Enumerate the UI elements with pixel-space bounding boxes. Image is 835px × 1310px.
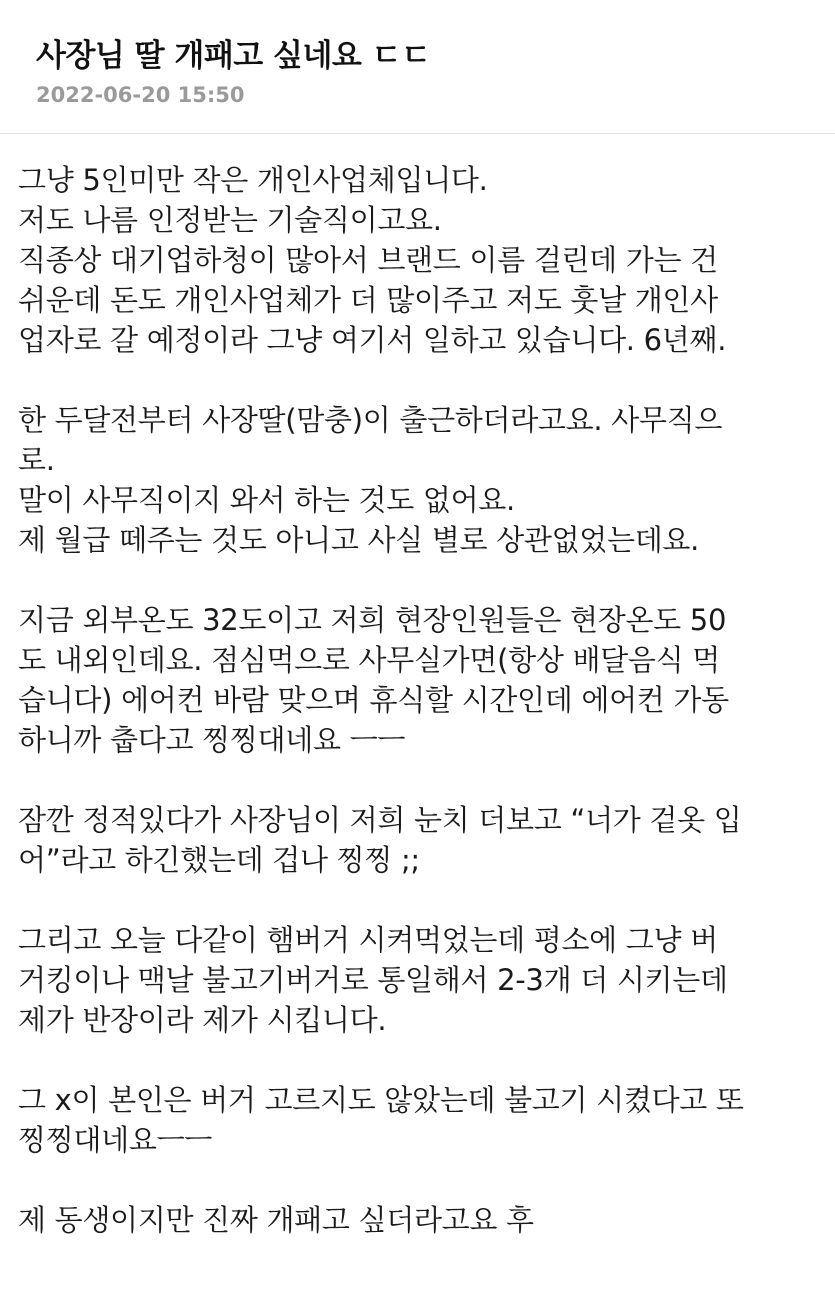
body-line-blank — [18, 760, 828, 800]
post-header — [0, 0, 835, 134]
body-line: 잠깐 정적있다가 사장님이 저희 눈치 더보고 “너가 겉옷 입 — [18, 803, 742, 837]
body-line: 그리고 오늘 다같이 햄버거 시켜먹었는데 평소에 그냥 버 — [18, 923, 718, 957]
body-line: 습니다) 에어컨 바람 맞으며 휴식할 시간인데 에어컨 가동 — [18, 683, 729, 717]
body-line: 그냥 5인미만 작은 개인사업체입니다. — [18, 163, 488, 197]
post-date: 2022-06-20 15:50 — [36, 83, 245, 107]
body-line: 직종상 대기업하청이 많아서 브랜드 이름 걸린데 가는 건 — [18, 243, 718, 277]
body-line: 어”라고 하긴했는데 겁나 찡찡 ;; — [18, 843, 420, 877]
body-line: 제 월급 떼주는 것도 아니고 사실 별로 상관없었는데요. — [18, 523, 700, 557]
body-line: 거킹이나 맥날 불고기버거로 통일해서 2-3개 더 시키는데 — [18, 963, 728, 997]
body-line: 그 x이 본인은 버거 고르지도 않았는데 불고기 시켰다고 또 — [18, 1083, 744, 1117]
body-line: 말이 사무직이지 와서 하는 것도 없어요. — [18, 483, 515, 517]
post-body — [18, 160, 828, 1240]
body-line: 저도 나름 인정받는 기술직이고요. — [18, 203, 442, 237]
body-line: 도 내외인데요. 점심먹으로 사무실가면(항상 배달음식 먹 — [18, 643, 720, 677]
body-line-blank — [18, 1040, 828, 1080]
body-line: 제 동생이지만 진짜 개패고 싶더라고요 후 — [18, 1203, 534, 1237]
body-line-blank — [18, 1160, 828, 1200]
body-line: 지금 외부온도 32도이고 저희 현장인원들은 현장온도 50 — [18, 603, 727, 637]
body-line: 쉬운데 돈도 개인사업체가 더 많이주고 저도 훗날 개인사 — [18, 283, 718, 317]
body-line: 업자로 갈 예정이라 그냥 여기서 일하고 있습니다. 6년째. — [18, 323, 727, 357]
body-line-blank — [18, 360, 828, 400]
body-line-blank — [18, 560, 828, 600]
body-line: 찡찡대네요ㅡㅡ — [18, 1123, 212, 1157]
post-title: 사장님 딸 개패고 싶네요 ㄷㄷ — [36, 38, 431, 74]
body-line: 한 두달전부터 사장딸(맘충)이 출근하더라고요. 사무직으 — [18, 403, 723, 437]
body-line-blank — [18, 880, 828, 920]
body-line: 로. — [18, 443, 55, 477]
body-line: 제가 반장이라 제가 시킵니다. — [18, 1003, 387, 1037]
body-line: 하니까 춥다고 찡찡대네요 ㅡㅡ — [18, 723, 406, 757]
